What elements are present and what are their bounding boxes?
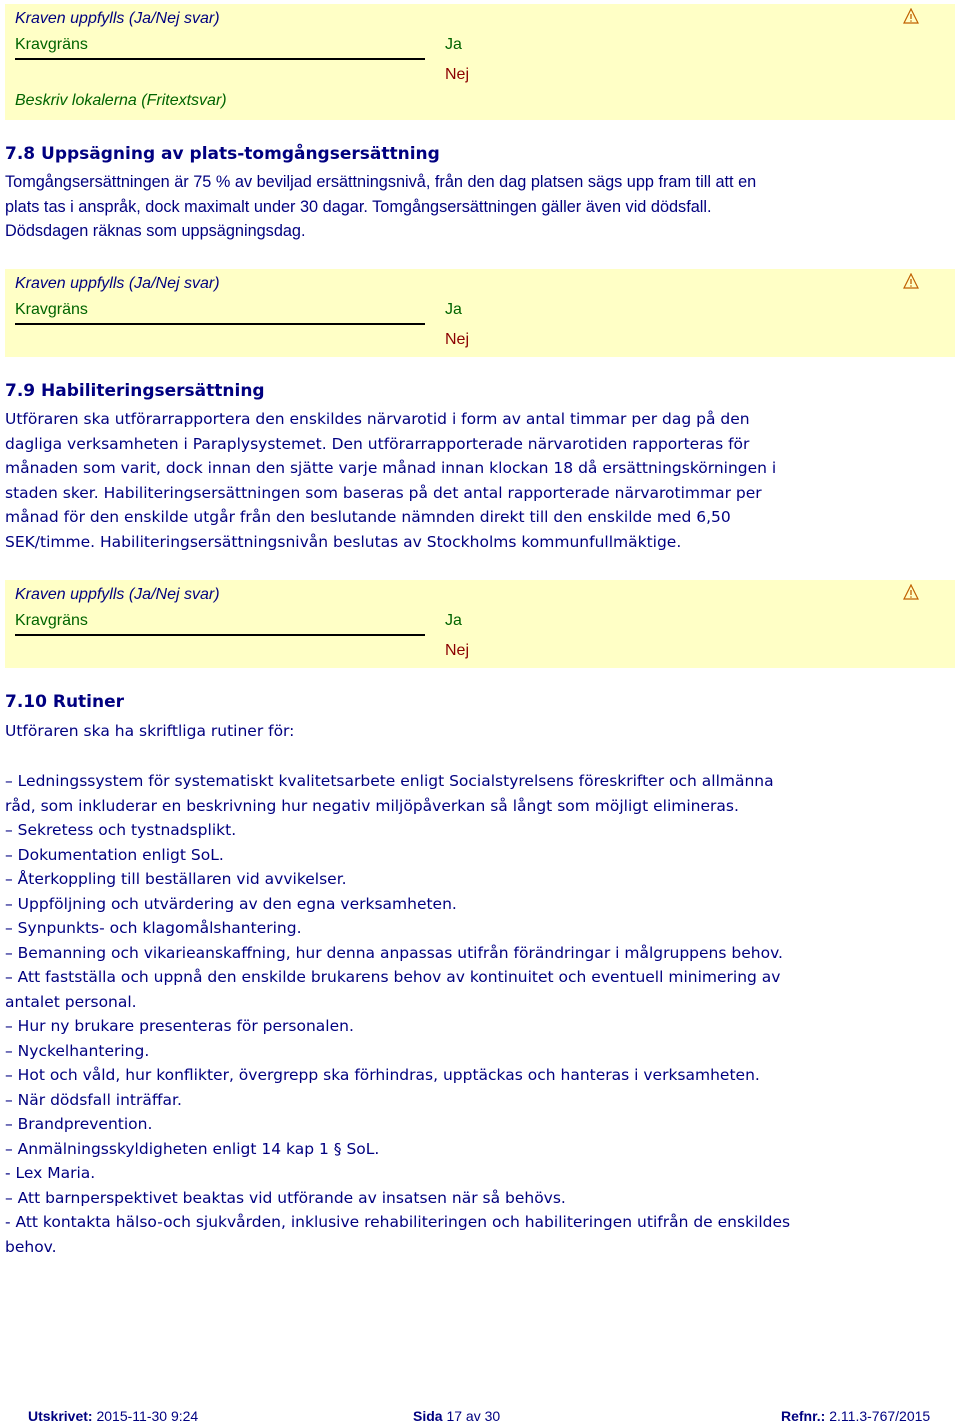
footer-page-value: 17 av 30 — [446, 1408, 501, 1424]
routine-item: – Hot och våld, hur konflikter, övergrepp ska förhindras, upptäckas och hanteras i verksamheten. — [5, 1066, 760, 1084]
warning-icon — [903, 273, 919, 289]
requirement-title: Kraven uppfylls (Ja/Nej svar) — [15, 275, 220, 292]
routine-item: – Hur ny brukare presenteras för personalen. — [5, 1017, 354, 1035]
section-heading-7-10: 7.10 Rutiner — [5, 692, 125, 712]
footer-ref-label: Refnr.: — [781, 1408, 826, 1424]
section-intro-7-10: Utföraren ska ha skriftliga rutiner för: — [5, 722, 295, 740]
routine-item: – Ledningssystem för systematiskt kvalitetsarbete enligt Socialstyrelsens föreskrifter och allmänna råd, som inkluderar en beskrivning hur negativ miljöpåverkan så långt som möjligt elimineras. — [5, 772, 774, 815]
requirement-title: Kraven uppfylls (Ja/Nej svar) — [15, 10, 220, 27]
routine-item: - Lex Maria. — [5, 1164, 96, 1182]
routine-item: – Anmälningsskyldigheten enligt 14 kap 1 § SoL. — [5, 1139, 380, 1158]
requirement-block — [5, 269, 955, 357]
section-heading-7-9: 7.9 Habiliteringsersättning — [5, 381, 265, 401]
answer-no[interactable]: Nej — [445, 66, 470, 83]
kravgrans-label: Kravgräns — [15, 36, 88, 53]
requirement-title: Kraven uppfylls (Ja/Nej svar) — [15, 586, 220, 603]
section-text-7-9: Utföraren ska utförarrapportera den enskildes närvarotid i form av antal timmar per dag på den dagliga verksamheten i Paraplysystemet. Den utförarrapporterade närvarotiden rapporteras för månaden som varit, dock innan den sjätte varje månad innan klockan 18 då ersättningskörningen i staden sker. Habiliteringsersättningen som baseras på det antal rapporterade närvarotimmar per månad för den enskilde utgår från den beslutande nämnden direkt till den enskilde med 6,50 SEK/timme. Habiliteringsersättningsnivån beslutas av Stockholms kommunfullmäktige. — [5, 410, 777, 551]
warning-icon — [903, 8, 919, 24]
routine-list — [5, 769, 805, 1259]
warning-icon — [903, 584, 919, 600]
requirement-block — [5, 4, 955, 120]
routine-item: – Nyckelhantering. — [5, 1041, 150, 1060]
kravgrans-line — [15, 323, 425, 325]
footer-ref — [781, 1408, 930, 1424]
routine-item: - Att kontakta hälso-och sjukvården, inklusive rehabiliteringen och habiliteringen utifrån de enskildes behov. — [5, 1213, 791, 1256]
answer-no[interactable]: Nej — [445, 642, 470, 659]
routine-item: – Uppföljning och utvärdering av den egna verksamheten. — [5, 894, 457, 913]
routine-item: – Sekretess och tystnadsplikt. — [5, 821, 237, 839]
footer-printed-label: Utskrivet: — [28, 1408, 93, 1424]
kravgrans-label: Kravgräns — [15, 612, 88, 629]
requirement-block — [5, 580, 955, 668]
footer-ref-value: 2.11.3-767/2015 — [829, 1408, 931, 1424]
answer-no[interactable]: Nej — [445, 331, 470, 348]
footer-printed — [28, 1408, 198, 1424]
answer-yes[interactable]: Ja — [445, 301, 462, 318]
footer-page-label: Sida — [413, 1408, 443, 1424]
answer-yes[interactable]: Ja — [445, 36, 462, 53]
kravgrans-line — [15, 634, 425, 636]
routine-item: – Brandprevention. — [5, 1115, 153, 1133]
routine-item: – Att fastställa och uppnå den enskilde brukarens behov av kontinuitet och eventuell minimering av antalet personal. — [5, 968, 781, 1011]
kravgrans-label: Kravgräns — [15, 301, 88, 318]
routine-item: – Bemanning och vikarieanskaffning, hur denna anpassas utifrån förändringar i målgruppens behov. — [5, 943, 783, 962]
description-label: Beskriv lokalerna (Fritextsvar) — [15, 92, 227, 109]
routine-item: – Dokumentation enligt SoL. — [5, 845, 224, 864]
routine-item: – Synpunkts- och klagomålshantering. — [5, 919, 302, 937]
answer-yes[interactable]: Ja — [445, 612, 462, 629]
section-heading-7-8: 7.8 Uppsägning av plats-tomgångsersättning — [5, 144, 440, 164]
footer-page — [413, 1408, 500, 1424]
routine-item: – När dödsfall inträffar. — [5, 1090, 182, 1109]
routine-item: – Återkoppling till beställaren vid avvikelser. — [5, 870, 347, 888]
routine-item: – Att barnperspektivet beaktas vid utförande av insatsen när så behövs. — [5, 1188, 566, 1207]
footer-printed-value: 2015-11-30 9:24 — [96, 1408, 199, 1424]
section-text-7-8: Tomgångsersättningen är 75 % av beviljad ersättningsnivå, från den dag platsen sägs upp fram till att en plats tas i anspråk, dock maximalt under 30 dagar. Tomgångsersättningen gäller även vid dödsfall. Dödsdagen räknas som uppsägningsdag. — [5, 173, 757, 240]
kravgrans-line — [15, 58, 425, 60]
